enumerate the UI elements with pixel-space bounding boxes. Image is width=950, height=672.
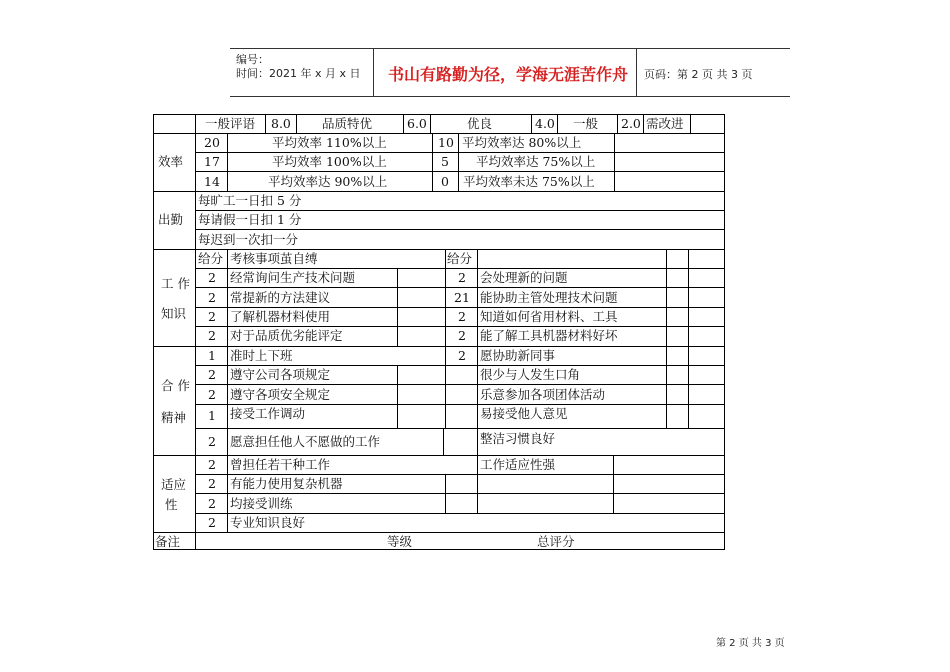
table-grid-line <box>614 133 615 191</box>
table-grid-line <box>443 428 444 455</box>
knowledge-score: 2 <box>458 328 466 343</box>
table-grid-line <box>688 346 689 428</box>
efficiency-criterion: 平均效率达 80%以上 <box>462 135 582 150</box>
cooperation-score: 2 <box>208 387 216 402</box>
cooperation-item: 易接受他人意见 <box>480 406 568 421</box>
table-grid-line <box>227 133 228 191</box>
knowledge-score: 21 <box>454 290 470 305</box>
cooperation-score: 2 <box>458 348 466 363</box>
adaptability-item: 工作适应性强 <box>480 457 556 472</box>
table-grid-line <box>643 114 644 133</box>
section-label-cooperation: 合 作 <box>161 378 190 393</box>
table-grid-line <box>195 171 725 172</box>
table-grid-line <box>445 346 446 428</box>
cooperation-item: 整洁习惯良好 <box>480 431 556 446</box>
cooperation-item: 遵守各项安全规定 <box>230 387 331 402</box>
knowledge-score: 2 <box>208 290 216 305</box>
cooperation-score: 2 <box>208 434 216 449</box>
section-label-adaptability: 性 <box>165 497 178 512</box>
efficiency-score: 17 <box>204 154 220 169</box>
table-grid-line <box>227 346 228 455</box>
table-grid-line <box>432 133 433 191</box>
cooperation-score: 1 <box>208 408 216 423</box>
knowledge-item: 常提新的方法建议 <box>230 290 331 305</box>
knowledge-head-score: 给分 <box>447 251 473 266</box>
efficiency-criterion: 平均效率未达 75%以上 <box>463 174 595 189</box>
adaptability-score: 2 <box>208 496 216 511</box>
knowledge-item: 能了解工具机器材料好坏 <box>480 328 618 343</box>
efficiency-score: 10 <box>438 135 454 150</box>
table-grid-line <box>195 114 196 550</box>
knowledge-item: 会处理新的问题 <box>480 270 568 285</box>
table-grid-line <box>557 114 558 133</box>
efficiency-criterion: 平均效率 110%以上 <box>272 135 387 150</box>
doc-number-label: 编号： <box>236 53 269 66</box>
table-grid-line <box>195 287 725 288</box>
efficiency-criterion: 平均效率 100%以上 <box>272 154 387 169</box>
attendance-rule: 每请假一日扣 1 分 <box>198 212 302 227</box>
knowledge-item: 了解机器材料使用 <box>230 309 331 324</box>
table-grid-line <box>531 114 532 133</box>
attendance-rule: 每旷工一日扣 5 分 <box>198 193 302 208</box>
attendance-rule: 每迟到一次扣一分 <box>198 232 299 247</box>
adaptability-item: 曾担任若干种工作 <box>230 457 331 472</box>
efficiency-score: 0 <box>441 174 449 189</box>
efficiency-criterion: 平均效率达 75%以上 <box>476 154 596 169</box>
table-grid-line <box>458 133 459 191</box>
table-grid-line <box>666 249 667 346</box>
efficiency-score: 5 <box>441 154 449 169</box>
table-grid-line <box>227 249 228 346</box>
remarks-label: 备注 <box>155 534 181 549</box>
cooperation-score: 1 <box>208 348 216 363</box>
knowledge-score: 2 <box>458 309 466 324</box>
adaptability-item: 专业知识良好 <box>230 515 306 530</box>
table-grid-line <box>613 455 614 513</box>
efficiency-score: 14 <box>204 174 220 189</box>
table-grid-line <box>430 114 431 133</box>
knowledge-item: 经常询问生产技术问题 <box>230 270 356 285</box>
table-grid-line <box>477 455 478 513</box>
cooperation-item: 遵守公司各项规定 <box>230 367 331 382</box>
remarks-grade-label: 等级 <box>387 534 413 549</box>
table-grid-line <box>195 428 725 429</box>
rating-grade: 优良 <box>467 116 493 131</box>
table-grid-line <box>265 114 266 133</box>
section-label-knowledge: 知识 <box>161 306 187 321</box>
table-grid-line <box>227 455 228 532</box>
knowledge-score: 2 <box>208 328 216 343</box>
table-grid-line <box>296 114 297 133</box>
rating-score: 4.0 <box>535 116 555 131</box>
table-grid-line <box>445 474 446 513</box>
adaptability-item: 均接受训练 <box>230 496 293 511</box>
rating-score: 8.0 <box>271 116 291 131</box>
knowledge-item: 对于品质优劣能评定 <box>230 328 343 343</box>
knowledge-score: 2 <box>208 270 216 285</box>
cooperation-item: 准时上下班 <box>230 348 293 363</box>
table-grid-line <box>477 249 478 346</box>
table-grid-line <box>477 346 478 455</box>
rating-score: 6.0 <box>407 116 427 131</box>
header-page-info: 页码：第 2 页 共 3 页 <box>644 68 753 81</box>
table-grid-line <box>666 346 667 428</box>
rating-grade: 一般 <box>573 116 599 131</box>
rating-score: 2.0 <box>621 116 641 131</box>
section-label-efficiency: 效率 <box>158 154 184 169</box>
knowledge-item: 知道如何省用材料、工具 <box>480 309 618 324</box>
knowledge-score: 2 <box>208 309 216 324</box>
page-footer: 第 2 页 共 3 页 <box>716 638 785 649</box>
rating-label: 一般评语 <box>205 116 256 131</box>
cooperation-score: 2 <box>208 367 216 382</box>
section-label-knowledge: 工 作 <box>161 276 190 291</box>
rating-grade: 品质特优 <box>322 116 373 131</box>
cooperation-item: 很少与人发生口角 <box>480 367 581 382</box>
table-grid-line <box>690 114 691 133</box>
knowledge-score: 2 <box>458 270 466 285</box>
table-grid-line <box>617 114 618 133</box>
adaptability-score: 2 <box>208 476 216 491</box>
adaptability-score: 2 <box>208 515 216 530</box>
section-label-adaptability: 适应 <box>161 477 187 492</box>
table-grid-line <box>153 532 725 533</box>
cooperation-item: 乐意参加各项团体活动 <box>480 387 606 402</box>
section-label-attendance: 出勤 <box>158 212 184 227</box>
cooperation-item: 愿意担任他人不愿做的工作 <box>230 434 381 449</box>
rating-grade: 需改进 <box>646 116 684 131</box>
knowledge-head-item: 考核事项茧自缚 <box>230 251 318 266</box>
table-grid-line <box>195 384 725 385</box>
doc-time-label: 时间：2021 年 x 月 x 日 <box>236 67 361 80</box>
remarks-total-label: 总评分 <box>537 534 575 549</box>
table-grid-line <box>397 365 398 428</box>
section-label-cooperation: 精神 <box>161 410 187 425</box>
table-grid-line <box>397 268 398 346</box>
table-grid-line <box>195 229 725 230</box>
cooperation-item: 接受工作调动 <box>230 406 306 421</box>
adaptability-score: 2 <box>208 457 216 472</box>
table-grid-line <box>403 114 404 133</box>
adaptability-item: 有能力使用复杂机器 <box>230 476 343 491</box>
header-motto: 书山有路勤为径，学海无涯苦作舟 <box>388 65 629 84</box>
table-grid-line <box>195 493 725 494</box>
knowledge-item: 能协助主管处理技术问题 <box>480 290 618 305</box>
table-grid-line <box>688 249 689 346</box>
efficiency-criterion: 平均效率达 90%以上 <box>268 174 388 189</box>
efficiency-score: 20 <box>204 135 220 150</box>
cooperation-item: 愿协助新同事 <box>480 348 556 363</box>
knowledge-head-score: 给分 <box>198 251 224 266</box>
table-grid-line <box>445 249 446 346</box>
